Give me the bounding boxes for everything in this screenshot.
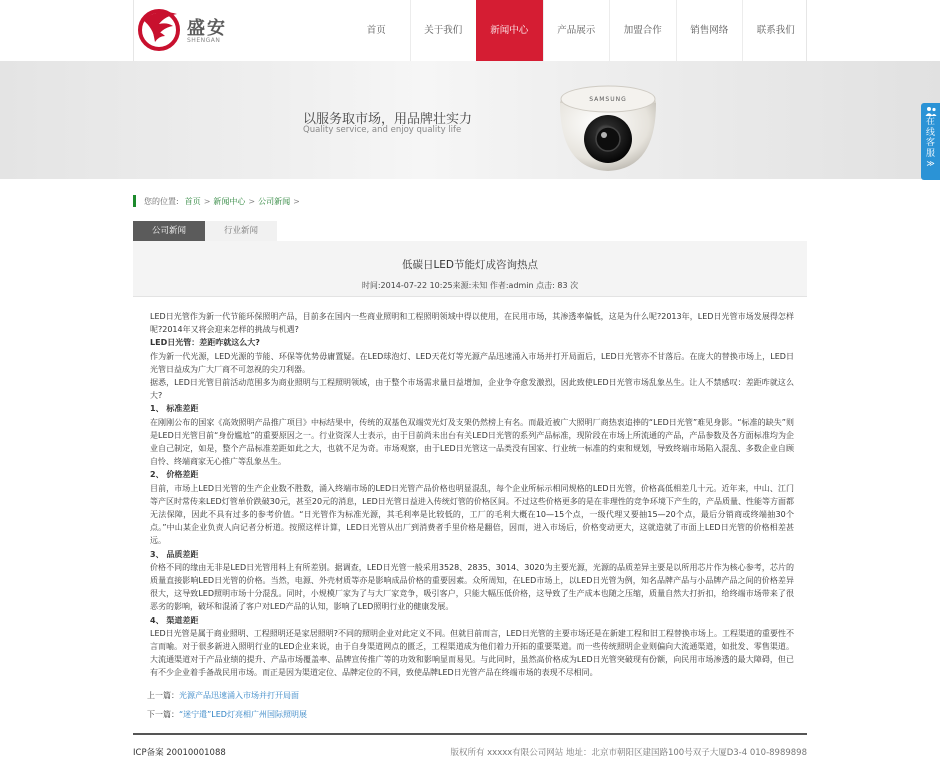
online-service-label: 在线客服 — [925, 117, 935, 159]
article-paragraph: 作为新一代光源，LED光源的节能、环保等优势毋庸置疑。在LED球泡灯、LED天花灯等光源产品迅速涌入市场并打开局面后，LED日光管亦不甘落后。在庞大的替换市场上，LED日光管日益成为广大厂商不可忽视的尖刀利器。 — [150, 351, 794, 374]
article-paragraph: LED日光管是属于商业照明、工程照明还是家居照明?不同的照明企业对此定义不同。但就目前而言，LED日光管的主要市场还是在新建工程和旧工程替换市场上。工程渠道的重要性不言而喻。对于很多新进入照明行业的LED企业来说，由于自身渠道网点的匮乏，工程渠道成为他们着力开拓的重要渠道。而一些传统照明企业则偏向大流通渠道，如批发、零售渠道。大流通渠道对于产品业绩的提升、产品市场覆盖率、品牌宣传推广等的功效和影响显而易见。与此同时，虽然高价格成为LED日光管突破现有份额，向民用市场渗透的最大障碍，但已有不少企业着手备战民用市场。而正是因为渠道定位、品牌定位的不同，致使品牌LED日光管产品在终端市场的表现不尽相同。 — [150, 628, 794, 678]
article-paragraph: LED日光管作为新一代节能环保照明产品，目前多在国内一些商业照明和工程照明领域中得以使用，在民用市场，其渗透率偏低，这是为什么呢?2013年，LED日光管市场发展得怎样呢?2014年又将会迎来怎样的挑战与机遇? — [150, 312, 794, 335]
nav-item-news[interactable]: 新闻中心 — [476, 0, 543, 61]
article-header — [133, 241, 807, 297]
article-title: 低碳日LED节能灯成咨询热点 — [401, 259, 539, 271]
breadcrumb-prefix: 您的位置: — [144, 196, 179, 206]
site-header — [133, 0, 807, 61]
site-logo[interactable] — [137, 6, 247, 52]
article-subheading: LED日光管：差距咋就这么大? — [150, 338, 260, 348]
banner-subtitle: Quality service, and enjoy quality life — [303, 125, 462, 135]
breadcrumb-company-news[interactable]: 公司新闻 — [258, 196, 291, 206]
news-tabs — [133, 221, 277, 241]
nav-item-about[interactable]: 关于我们 — [410, 0, 477, 61]
banner-slogan: 以服务取市场，用品牌壮实力 — [303, 112, 473, 127]
breadcrumb-separator: > — [248, 196, 256, 206]
article-subheading: 3、 品质差距 — [150, 549, 199, 559]
logo-bird-icon — [137, 6, 185, 52]
logo-text: 盛安 — [187, 18, 227, 39]
nav-item-franchise[interactable]: 加盟合作 — [609, 0, 676, 61]
hero-banner — [0, 61, 940, 179]
article-paragraph: 目前，市场上LED日光管的生产企业数不胜数，涌入终端市场的LED日光管产品价格也明显混乱，每个企业所标示相同规格的LED日光管，价格高低相差几十元。近年来，中山、江门等产区时常传来LED灯管单价跌破30元，甚至20元的消息，LED日光管日益进入传统灯管的价格区间。不过这些价格更多的是在非理性的竞争环境下产生的，产品质量、性能等方面都无法保障，因此不具有过多的参考价值。“日光管作为标准光源，其毛利率是比较低的，工厂的毛利大概在10—15个点，一级代理又要抽15—20个点，最后分销商或终端抽30个点。”中山某企业负责人向记者分析道。按照这样计算，LED日光管从出厂到消费者手里价格是翻倍，因而，进入市场后，价格变动更大，这就造就了市面上LED日光管的价格相差甚远。 — [150, 483, 794, 546]
nav-item-contact[interactable]: 联系我们 — [742, 0, 809, 61]
article — [133, 241, 807, 734]
breadcrumb-separator: > — [293, 196, 300, 206]
logo-subtext: SHENGAN — [187, 37, 221, 44]
dome-camera-image — [553, 77, 663, 175]
footer-copyright: 版权所有 xxxxx有限公司网站 地址：北京市朝阳区建国路100号双子大厦D3-4 010-8989898 — [450, 748, 807, 758]
nav-item-home[interactable]: 首页 — [366, 25, 386, 36]
online-service-tab[interactable] — [921, 103, 940, 180]
prev-article-link[interactable]: 光源产品迅速涌入市场并打开局面 — [179, 691, 299, 700]
nav-item-products[interactable]: 产品展示 — [543, 0, 610, 61]
article-divider — [133, 733, 807, 735]
breadcrumb-marker — [133, 195, 136, 207]
breadcrumb-home[interactable]: 首页 — [184, 196, 201, 206]
article-subheading: 2、 价格差距 — [150, 470, 199, 480]
icp-record: ICP备案 20010001088 — [133, 748, 226, 758]
prev-article-label: 上一篇： — [147, 691, 179, 700]
breadcrumb-separator: > — [203, 196, 211, 206]
nav-item-sales[interactable]: 销售网络 — [676, 0, 743, 61]
article-paragraph: 据悉，LED日光管目前活动范围多为商业照明与工程照明领域，由于整个市场需求量日益增加，企业争夺愈发激烈，因此致使LED日光管市场乱象丛生。让人不禁感叹：差距咋就这么大? — [150, 378, 794, 401]
customer-service-icon — [925, 106, 937, 116]
double-chevron-icon: ≫ — [926, 159, 935, 168]
tab-industry-news[interactable]: 行业新闻 — [205, 221, 277, 241]
breadcrumb-news-center[interactable]: 新闻中心 — [213, 196, 246, 206]
next-article — [147, 705, 307, 724]
article-pager — [147, 686, 307, 724]
article-subheading: 4、 渠道差距 — [150, 615, 199, 625]
article-body — [150, 310, 794, 680]
prev-article — [147, 686, 307, 705]
next-article-link[interactable]: “迷宁遣”LED灯亮相广州国际照明展 — [179, 710, 307, 719]
article-subheading: 1、 标准差距 — [150, 404, 199, 414]
article-paragraph: 价格不同的缘由无非是LED日光管用料上有所差别。据调查，LED日光管一般采用3528、2835、3014、3020为主要光源，光源的品质差异主要是以所用芯片作为核心参考，芯片的质量直接影响LED日光管的价格。当然，电源、外壳材质等亦是影响成品价格的重要因素。众所周知，在LED市场上，以LED日光管为例，知名品牌产品与小品牌产品之间的价格差异很大，这导致LED照明市场十分混乱。同时，小规模厂家为了与大厂家竞争，吸引客户，只能大幅压低价格，这导致了生产成本也随之压缩，质量自然大打折扣，给终端市场带来了很恶劣的影响，破坏和混淆了客户对LED产品的认知，影响了LED照明行业的健康发展。 — [150, 562, 794, 612]
next-article-label: 下一篇： — [147, 710, 179, 719]
article-meta: 时间:2014-07-22 10:25来源:未知 作者:admin 点击: 83 次 — [361, 281, 579, 290]
breadcrumb — [133, 195, 303, 207]
camera-brand-text: SAMSUNG — [589, 96, 627, 103]
tab-company-news[interactable]: 公司新闻 — [133, 221, 205, 241]
main-nav — [343, 0, 809, 61]
article-paragraph: 在刚刚公布的国家《高效照明产品推广项目》中标结果中，传统的双基色双端荧光灯及支架仍然榜上有名。而最近被广大照明厂商热衷追捧的“LED日光管”难见身影。“标准的缺失”则是LED日光管目前“身份尴尬”的重要原因之一。行业资深人士表示，由于目前尚未出台有关LED日光管的系列产品标准，现阶段在市场上所流通的产品，产品参数及各方面标准均为企业自己制定，如是，整个产品标准差距如此之大，也就不足为奇。市场观察，由于LED日光管这一品类没有国家、行业统一标准的约束和规划，导致终端市场陷入混乱、多数企业自顾自怜、终端商家无心推广等乱象丛生。 — [150, 417, 794, 467]
